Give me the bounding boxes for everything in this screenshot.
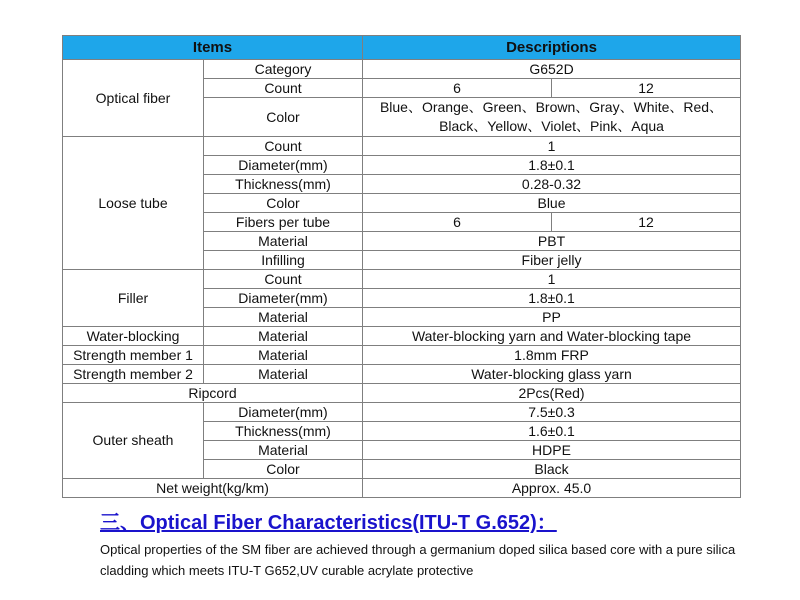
row-label: Diameter(mm): [204, 156, 363, 175]
group-optical-fiber: Optical fiber: [63, 60, 204, 137]
row-label: Diameter(mm): [204, 289, 363, 308]
table-row: [63, 137, 741, 156]
row-label: Fibers per tube: [204, 213, 363, 232]
net-weight-label: Net weight(kg/km): [63, 479, 363, 498]
table-row: [63, 384, 741, 403]
group-outer-sheath: Outer sheath: [63, 403, 204, 479]
table-row: [63, 403, 741, 422]
row-value: Water-blocking glass yarn: [363, 365, 741, 384]
row-label: Thickness(mm): [204, 422, 363, 441]
row-label: Material: [204, 308, 363, 327]
row-label: Material: [204, 441, 363, 460]
row-value: 1.8±0.1: [363, 289, 741, 308]
row-label: Count: [204, 270, 363, 289]
row-label: Diameter(mm): [204, 403, 363, 422]
row-value: 1.8±0.1: [363, 156, 741, 175]
row-label: Material: [204, 365, 363, 384]
row-value: 1.8mm FRP: [363, 346, 741, 365]
row-label: Color: [204, 98, 363, 137]
row-label: Count: [204, 79, 363, 98]
ripcord-label: Ripcord: [63, 384, 363, 403]
table-header-row: [63, 36, 741, 60]
table-row: [63, 365, 741, 384]
row-value: 6: [363, 79, 552, 98]
row-label: Thickness(mm): [204, 175, 363, 194]
table-row: [63, 479, 741, 498]
table-row: [63, 327, 741, 346]
row-label: Material: [204, 232, 363, 251]
fiber-color-list: Blue、Orange、Green、Brown、Gray、White、Red、Black、Yellow、Violet、Pink、Aqua: [363, 98, 741, 137]
table-row: [63, 60, 741, 79]
row-value: 1: [363, 270, 741, 289]
row-label: Infilling: [204, 251, 363, 270]
row-label: Category: [204, 60, 363, 79]
row-label: Count: [204, 137, 363, 156]
table-row: [63, 346, 741, 365]
row-label: Material: [204, 327, 363, 346]
row-value: 1: [363, 137, 741, 156]
row-value: 6: [363, 213, 552, 232]
row-label: Material: [204, 346, 363, 365]
spec-table: [62, 35, 741, 498]
section-paragraph: Optical properties of the SM fiber are achieved through a germanium doped silica based core with a pure silica cladding which meets ITU-T G652,UV curable acrylate protective: [100, 542, 736, 578]
row-label: Color: [204, 194, 363, 213]
header-descriptions: Descriptions: [363, 36, 741, 60]
table-row: [63, 270, 741, 289]
group-strength-member-2: Strength member 2: [63, 365, 204, 384]
row-value: 7.5±0.3: [363, 403, 741, 422]
group-water-blocking: Water-blocking: [63, 327, 204, 346]
row-value: Blue: [363, 194, 741, 213]
row-value: 12: [552, 213, 741, 232]
row-value: HDPE: [363, 441, 741, 460]
group-loose-tube: Loose tube: [63, 137, 204, 270]
section-heading: 三、Optical Fiber Characteristics(ITU-T G.652)：: [100, 512, 557, 534]
row-value: PBT: [363, 232, 741, 251]
row-value: 12: [552, 79, 741, 98]
row-label: Color: [204, 460, 363, 479]
group-filler: Filler: [63, 270, 204, 327]
row-value: PP: [363, 308, 741, 327]
row-value: Fiber jelly: [363, 251, 741, 270]
row-value: 1.6±0.1: [363, 422, 741, 441]
row-value: 2Pcs(Red): [363, 384, 741, 403]
row-value: Water-blocking yarn and Water-blocking tape: [363, 327, 741, 346]
row-value: Black: [363, 460, 741, 479]
row-value: Approx. 45.0: [363, 479, 741, 498]
group-strength-member-1: Strength member 1: [63, 346, 204, 365]
row-value: G652D: [363, 60, 741, 79]
row-value: 0.28-0.32: [363, 175, 741, 194]
header-items: Items: [63, 36, 363, 60]
